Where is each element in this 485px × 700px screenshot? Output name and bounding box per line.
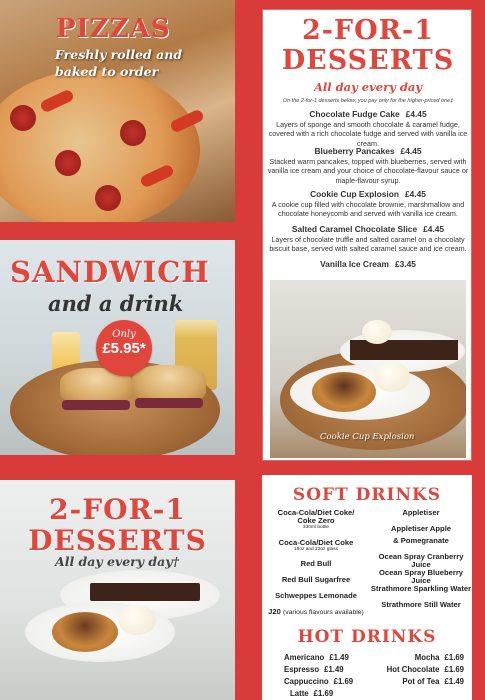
dessert-name: Vanilla Ice Cream — [320, 259, 389, 269]
hot-drink-item — [284, 676, 353, 688]
sandwich-subtitle: and a drink — [48, 291, 184, 316]
desserts-title — [15, 494, 220, 556]
hot-drink-name: Cappuccino — [284, 677, 329, 686]
pepperoni-slice — [95, 185, 121, 211]
hot-drink-item — [284, 688, 353, 700]
cookie-cup-image — [52, 612, 118, 652]
dessert-item — [267, 110, 469, 148]
hot-drink-name: Hot Chocolate — [386, 665, 440, 674]
hot-drink-item — [382, 652, 464, 664]
drink-item: Red Bull Sugarfree — [281, 575, 351, 584]
drink-item: Ocean Spray Blueberry Juice — [379, 568, 463, 585]
hot-drink-item — [382, 664, 464, 676]
desserts-subtitle: All day every day† — [55, 554, 180, 569]
dessert-photo — [270, 280, 466, 458]
hot-drink-item — [284, 652, 353, 664]
ice-cream-image — [362, 320, 392, 344]
dessert-name: Blueberry Pancakes — [314, 146, 395, 156]
desserts-card-note: On the 2-for-1 desserts below, you pay only for the higher-priced one‡ — [282, 98, 454, 104]
hot-drinks-title: HOT DRINKS — [297, 627, 437, 647]
drink-item: Strathmore Still Water — [381, 600, 461, 609]
hot-drink-item — [382, 676, 464, 688]
drink-item: & Pomegranate — [393, 536, 449, 545]
dessert-price: £4.45 — [405, 109, 427, 119]
chocolate-slice-image — [350, 340, 458, 360]
ice-cream-image — [118, 605, 156, 635]
sandwich-filling — [135, 398, 203, 408]
dessert-price: £4.45 — [404, 189, 426, 199]
dessert-description: A cookie cup filled with chocolate brownie, marshmallow and chocolate honeycomb and served with vanilla ice cream. — [271, 199, 465, 218]
desserts-card-subtitle: All day every day — [313, 80, 423, 94]
hot-drink-price: £1.49 — [444, 677, 464, 686]
badge-price: £5.95* — [102, 340, 146, 357]
drink-note: (various flavours available) — [282, 609, 364, 616]
drink-item: Strathmore Sparkling Water — [370, 584, 472, 593]
dessert-name: Cookie Cup Explosion — [310, 189, 399, 199]
pizza-subtitle-line: baked to order — [55, 64, 159, 79]
pepperoni-slice — [10, 105, 36, 131]
dessert-item — [267, 260, 469, 270]
dessert-description: Stacked warm pancakes, topped with blueberries, served with vanilla ice cream and your choice of chocolate-flavour sauce or maple-flavour syrup. — [267, 156, 469, 185]
desserts-title-line: DESSERTS — [28, 524, 207, 557]
hot-drinks-left-list — [284, 652, 353, 700]
drink-size: 330ml bottle — [302, 525, 330, 530]
hot-drink-name: Latte — [290, 689, 309, 698]
hot-drink-price: £1.69 — [444, 665, 464, 674]
hot-drink-name: Americano — [284, 653, 325, 662]
hot-drinks-right-list — [382, 652, 464, 688]
dessert-price: £3.45 — [394, 259, 416, 269]
sandwich-filling — [62, 400, 130, 410]
photo-caption: Cookie Cup Explosion — [320, 432, 415, 442]
dessert-description: Layers of chocolate truffle and salted caramel on a chocolaty biscuit base, served with salted caramel sauce and ice cream. — [269, 234, 467, 253]
desserts-menu-card — [262, 9, 472, 461]
desserts-card-title: DESSERTS — [281, 45, 455, 76]
drink-name: Coca-Cola/Diet Coke/ — [277, 508, 355, 517]
hot-drink-item — [284, 664, 353, 676]
pizza-title: PIZZAS — [56, 14, 171, 44]
drink-item — [264, 539, 368, 560]
desserts-card-title: 2-FOR-1 — [301, 15, 435, 46]
soft-drinks-title: SOFT DRINKS — [292, 485, 442, 505]
hot-drink-name: Pot of Tea — [402, 677, 440, 686]
drink-item: Appletiser Apple — [390, 524, 452, 533]
hot-drink-price: £1.69 — [313, 689, 334, 698]
dessert-name: Salted Caramel Chocolate Slice — [291, 224, 418, 234]
pizza-subtitle — [55, 46, 185, 80]
dessert-item — [267, 190, 469, 219]
hot-drink-price: £1.49 — [329, 653, 349, 662]
drink-name: J20 — [268, 607, 281, 616]
desserts-panel — [0, 480, 235, 700]
badge-label: Only — [112, 329, 136, 340]
hot-drink-name: Espresso — [284, 665, 320, 674]
sandwich-title: SANDWICH — [10, 255, 210, 289]
soft-drinks-right-list — [370, 509, 472, 617]
cookie-cup-image — [312, 372, 376, 412]
hot-drink-price: £1.69 — [444, 653, 464, 662]
dessert-price: £4.45 — [423, 224, 445, 234]
chocolate-slice-image — [90, 583, 200, 601]
hot-drink-price: £1.69 — [333, 677, 354, 686]
dessert-item — [267, 147, 469, 185]
ice-cream-image — [374, 362, 410, 392]
drink-item: Ocean Spray Cranberry Juice — [378, 552, 464, 569]
drink-size: 16oz and 22oz glass — [293, 547, 338, 552]
soft-drinks-left-list — [264, 509, 368, 624]
dessert-name: Chocolate Fudge Cake — [309, 109, 400, 119]
dessert-price: £4.45 — [400, 146, 422, 156]
pepperoni-slice — [55, 150, 81, 176]
pizza-panel — [0, 0, 235, 222]
dessert-description: Layers of sponge and smooth chocolate & caramel fudge, covered with a rich chocolate fudge and served with vanilla ice cream. — [268, 119, 468, 148]
drinks-menu — [262, 475, 472, 700]
hot-drink-price: £1.49 — [324, 665, 344, 674]
desserts-title-line: 2-FOR-1 — [49, 493, 186, 526]
pepperoni-slice — [120, 120, 146, 146]
sandwich-panel — [0, 240, 235, 455]
drink-name: Coke Zero — [297, 516, 335, 525]
drink-name: Coca-Cola/Diet Coke — [278, 538, 354, 547]
price-badge — [96, 320, 152, 376]
drink-item — [264, 509, 368, 539]
drink-item: Appletiser — [402, 508, 440, 517]
hot-drink-name: Mocha — [414, 653, 440, 662]
drink-item — [264, 608, 368, 624]
drink-item: Schweppes Lemonade — [275, 591, 357, 600]
drink-item: Red Bull — [300, 559, 332, 568]
pizza-subtitle-line: Freshly rolled and — [55, 47, 183, 62]
dessert-item — [267, 225, 469, 254]
